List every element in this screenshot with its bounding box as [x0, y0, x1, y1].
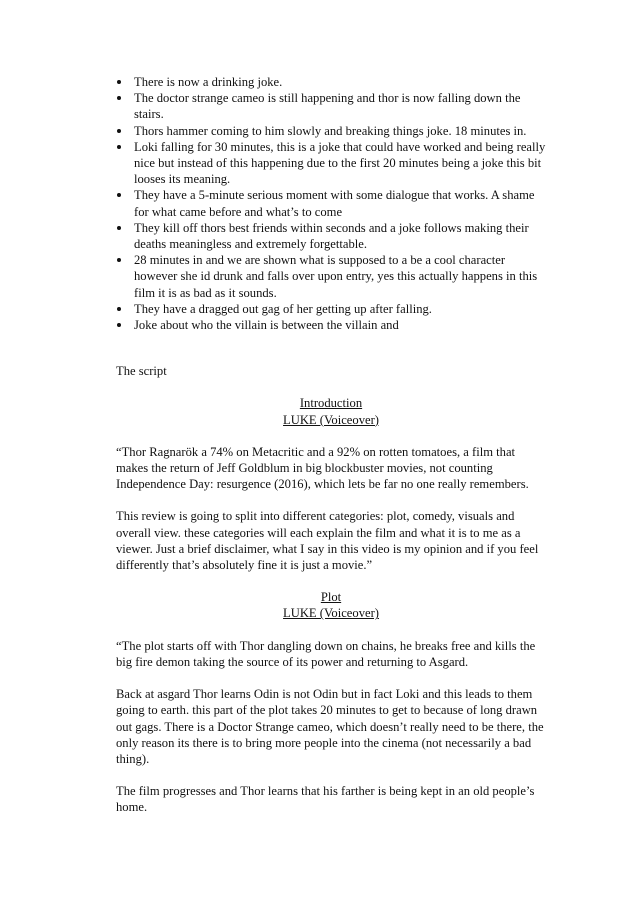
paragraph: Back at asgard Thor learns Odin is not Odin but in fact Loki and this leads to them going to earth. this part of the plot takes 20 minutes to get to because of long drawn out gags. There is a Doctor Strange cameo, which doesn’t really need to be there, the only reason its there is to bring more people into the cinema (not necessarily a bad thing).: [116, 687, 544, 766]
section-title-plot: Plot: [320, 590, 342, 605]
bullet-icon: [117, 226, 121, 230]
list-item: 28 minutes in and we are shown what is supposed to a be a cool character however she id drunk and falls over upon entry, yes this actually happens in this film it is as bad as it sounds.: [116, 252, 546, 301]
list-item: Thors hammer coming to him slowly and breaking things joke. 18 minutes in.: [116, 123, 546, 139]
bullet-icon: [117, 258, 121, 262]
list-item: They have a 5-minute serious moment with some dialogue that works. A shame for what came before and what’s to come: [116, 187, 546, 219]
bullet-icon: [117, 129, 121, 133]
list-item: Joke about who the villain is between the villain and: [116, 317, 546, 333]
paragraph: This review is going to split into different categories: plot, comedy, visuals and overall view. these categories will each explain the film and what it is to me as a viewer. Just a brief disclaimer, what I say in this video is my opinion and if you feel differently that’s absolutely fine it is just a movie.”: [116, 509, 539, 573]
bullet-icon: [117, 96, 121, 100]
document-body: [116, 74, 546, 816]
list-item: They kill off thors best friends within seconds and a joke follows making their deaths meaningless and extremely forgettable.: [116, 220, 546, 252]
list-item: Loki falling for 30 minutes, this is a joke that could have worked and being really nice but instead of this happening due to the first 20 minutes being a joke this bit looses its meaning.: [116, 139, 546, 188]
paragraph: The film progresses and Thor learns that his farther is being kept in an old people’s home.: [116, 784, 535, 815]
paragraph: “Thor Ragnarök a 74% on Metacritic and a 92% on rotten tomatoes, a film that makes the return of Jeff Goldblum in big blockbuster movies, not counting Independence Day: resurgence (2016), which lets be far no one really remembers.: [116, 444, 529, 492]
script-label: The script: [116, 364, 167, 379]
section-title-introduction: Introduction: [299, 396, 363, 411]
list-item: There is now a drinking joke.: [116, 74, 546, 90]
section-speaker-plot: LUKE (Voiceover): [283, 606, 379, 621]
notes-bullet-list: [116, 74, 546, 333]
bullet-icon: [117, 193, 121, 197]
list-item: The doctor strange cameo is still happening and thor is now falling down the stairs.: [116, 90, 546, 122]
paragraph: “The plot starts off with Thor dangling down on chains, he breaks free and kills the big fire demon taking the source of its power and returning to Asgard.: [116, 638, 536, 669]
bullet-icon: [117, 145, 121, 149]
bullet-icon: [117, 80, 121, 84]
bullet-icon: [117, 307, 121, 311]
bullet-icon: [117, 323, 121, 327]
list-item: They have a dragged out gag of her getting up after falling.: [116, 301, 546, 317]
section-speaker-introduction: LUKE (Voiceover): [283, 412, 379, 427]
